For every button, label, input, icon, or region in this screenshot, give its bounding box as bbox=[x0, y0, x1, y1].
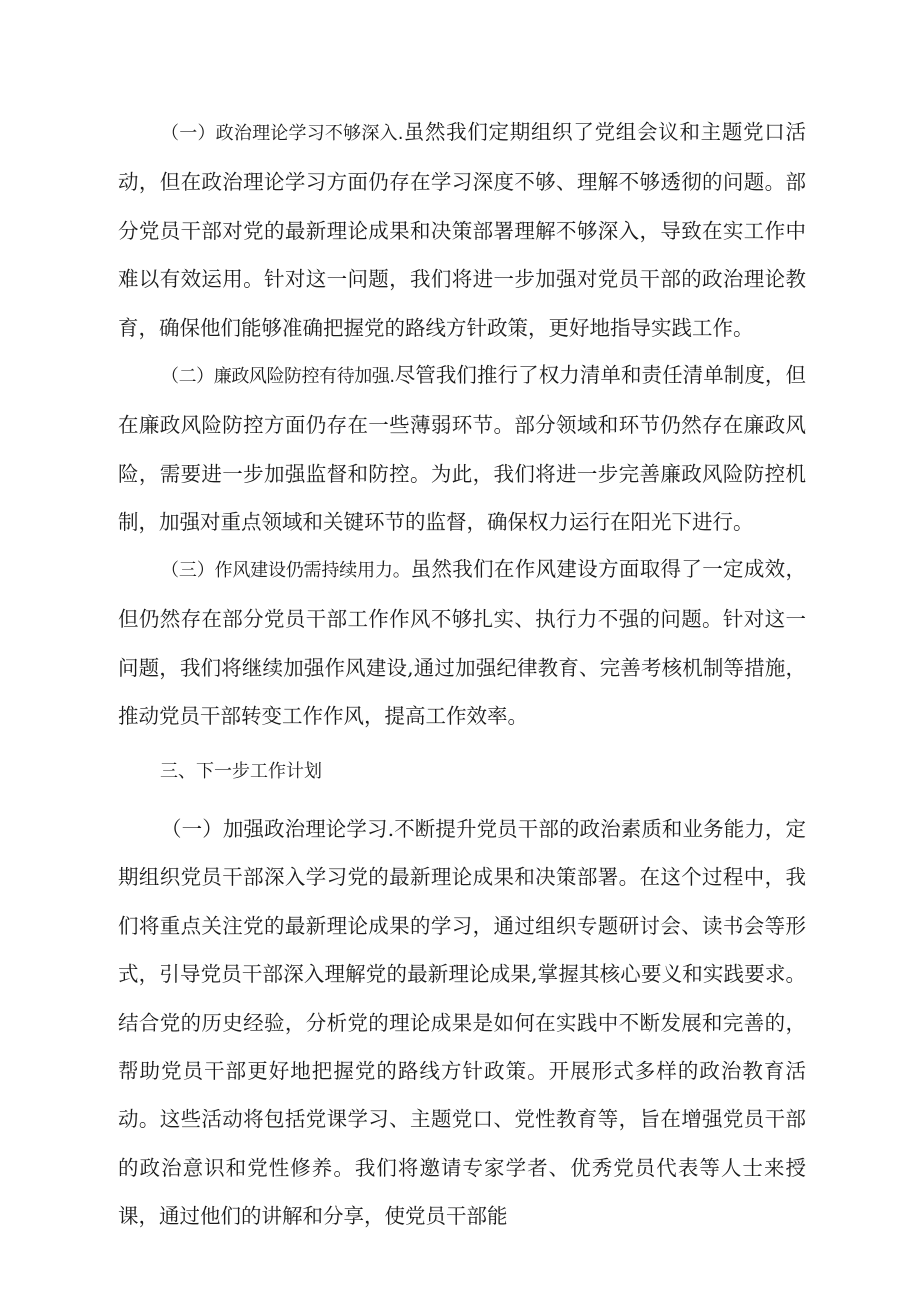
section-heading: 三、下一步工作计划 bbox=[160, 761, 322, 782]
problem-paragraph-2 bbox=[118, 351, 806, 547]
paragraph-lead: （二）廉政风险防控有待加强. bbox=[161, 366, 395, 387]
paragraph-body: 虽然我们定期组织了党组会议和主题党口活动，但在政治理论学习方面仍存在学习深度不够、理解不够透彻的问题。部分党员干部对党的最新理论成果和决策部署理解不够深入，导致在实工作中难以有效运用。针对这一问题，我们将进一步加强对党员干部的政治理论教育，确保他们能够准确把握党的路线方针政策，更好地指导实践工作。 bbox=[118, 120, 806, 340]
plan-paragraph: （一）加强政治理论学习.不断提升党员干部的政治素质和业务能力，定期组织党员干部深入学习党的最新理论成果和决策部署。在这个过程中，我们将重点关注党的最新理论成果的学习，通过组织专题研讨会、读书会等形式，引导党员干部深入理解党的最新理论成果,掌握其核心要义和实践要求。结合党的历史经验，分析党的理论成果是如何在实践中不断发展和完善的，帮助党员干部更好地把握党的路线方针政策。开展形式多样的政治教育活动。这些活动将包括党课学习、主题党口、党性教育等，旨在增强党员干部的政治意识和党性修养。我们将邀请专家学者、优秀党员代表等人士来授课，通过他们的讲解和分享，使党员干部能 bbox=[118, 817, 806, 1229]
paragraph-body: 尽管我们推行了权力清单和责任清单制度，但在廉政风险防控方面仍存在一些薄弱环节。部分领域和环节仍然存在廉政风险，需要进一步加强监督和防控。为此，我们将进一步完善廉政风险防控机制，加强对重点领域和关键环节的监督，确保权力运行在阳光下进行。 bbox=[118, 363, 806, 535]
problem-paragraph-3 bbox=[118, 545, 806, 741]
problem-paragraph-1 bbox=[118, 108, 806, 352]
paragraph-lead: （三）作风建设仍需持续用力。 bbox=[161, 560, 411, 581]
paragraph-lead: （一）政治理论学习不够深入. bbox=[161, 123, 403, 144]
paragraph-body: 虽然我们在作风建设方面取得了一定成效，但仍然存在部分党员干部工作作风不够扎实、执行力不强的问题。针对这一问题，我们将继续加强作风建设,通过加强纪律教育、完善考核机制等措施，推动党员干部转变工作作风，提高工作效率。 bbox=[118, 557, 807, 729]
